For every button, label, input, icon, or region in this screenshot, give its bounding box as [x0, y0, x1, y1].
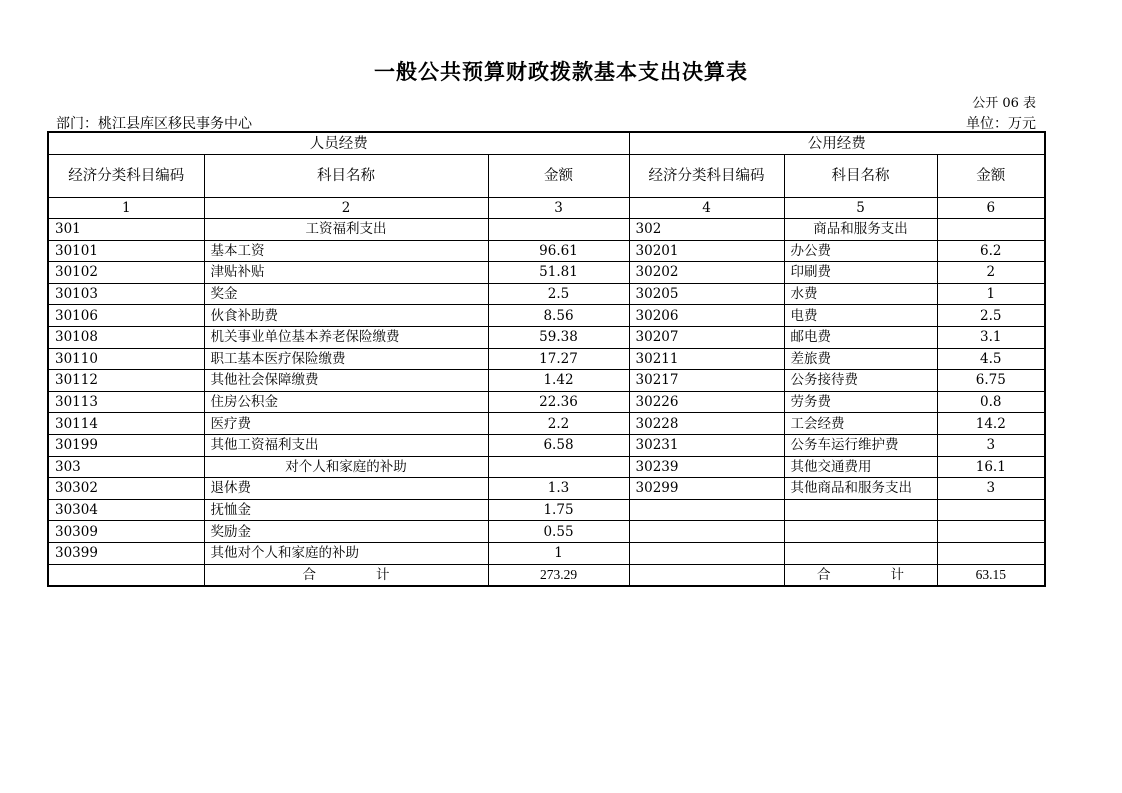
right-code-cell: 30217 — [629, 370, 784, 392]
right-amount-cell — [937, 542, 1045, 564]
left-amount-cell — [488, 456, 629, 478]
left-code-cell: 30114 — [48, 413, 204, 435]
table-row — [48, 391, 1045, 413]
col-index: 1 — [48, 198, 204, 219]
col-index: 5 — [784, 198, 937, 219]
table-row — [48, 240, 1045, 262]
right-amount-cell: 0.8 — [937, 391, 1045, 413]
right-code-cell — [629, 521, 784, 543]
col-index: 4 — [629, 198, 784, 219]
left-name-cell: 奖励金 — [204, 521, 488, 543]
left-name-cell: 伙食补助费 — [204, 305, 488, 327]
table-row — [48, 370, 1045, 392]
right-name-cell: 邮电费 — [784, 326, 937, 348]
table-row — [48, 348, 1045, 370]
left-code-cell: 30103 — [48, 283, 204, 305]
right-code-cell: 30228 — [629, 413, 784, 435]
right-code-cell — [629, 499, 784, 521]
group-personnel: 人员经费 — [48, 132, 629, 155]
department-label: 部门：桃江县库区移民事务中心 — [56, 116, 252, 132]
left-amount-cell: 8.56 — [488, 305, 629, 327]
left-code-cell: 30199 — [48, 434, 204, 456]
right-name-cell — [784, 542, 937, 564]
right-amount-cell: 14.2 — [937, 413, 1045, 435]
table-row — [48, 478, 1045, 500]
left-name-cell: 其他工资福利支出 — [204, 434, 488, 456]
column-header-row — [48, 155, 1045, 198]
right-amount-cell: 3 — [937, 478, 1045, 500]
column-index-row — [48, 198, 1045, 219]
right-code-cell: 30226 — [629, 391, 784, 413]
right-name-cell — [784, 521, 937, 543]
col-header-name-left: 科目名称 — [204, 155, 488, 198]
left-code-cell: 30108 — [48, 326, 204, 348]
table-row — [48, 456, 1045, 478]
right-name-cell: 电费 — [784, 305, 937, 327]
right-amount-cell — [937, 219, 1045, 241]
total-personnel: 273.29 — [488, 564, 629, 586]
left-code-cell: 301 — [48, 219, 204, 241]
left-amount-cell: 0.55 — [488, 521, 629, 543]
table-row — [48, 434, 1045, 456]
right-name-cell: 其他商品和服务支出 — [784, 478, 937, 500]
left-name-cell: 工资福利支出 — [204, 219, 488, 241]
group-public: 公用经费 — [629, 132, 1045, 155]
col-header-code-left: 经济分类科目编码 — [48, 155, 204, 198]
col-header-name-right: 科目名称 — [784, 155, 937, 198]
left-amount-cell: 2.2 — [488, 413, 629, 435]
right-amount-cell: 1 — [937, 283, 1045, 305]
right-code-cell: 30299 — [629, 478, 784, 500]
right-name-cell: 其他交通费用 — [784, 456, 937, 478]
left-name-cell: 基本工资 — [204, 240, 488, 262]
right-code-cell: 30207 — [629, 326, 784, 348]
right-name-cell: 公务接待费 — [784, 370, 937, 392]
left-name-cell: 职工基本医疗保险缴费 — [204, 348, 488, 370]
col-index: 3 — [488, 198, 629, 219]
left-amount-cell — [488, 219, 629, 241]
right-code-cell: 30202 — [629, 262, 784, 284]
total-label-he: 合 — [302, 566, 316, 583]
left-amount-cell: 1.42 — [488, 370, 629, 392]
col-index: 6 — [937, 198, 1045, 219]
right-amount-cell: 3.1 — [937, 326, 1045, 348]
right-amount-cell: 2 — [937, 262, 1045, 284]
right-code-cell — [629, 542, 784, 564]
table-row — [48, 521, 1045, 543]
right-name-cell: 水费 — [784, 283, 937, 305]
form-code: 公开 06 表 — [972, 96, 1036, 111]
right-name-cell: 公务车运行维护费 — [784, 434, 937, 456]
right-code-cell: 30239 — [629, 456, 784, 478]
table-row — [48, 283, 1045, 305]
right-code-cell: 30211 — [629, 348, 784, 370]
col-header-amount-right: 金额 — [937, 155, 1045, 198]
right-amount-cell: 6.75 — [937, 370, 1045, 392]
left-name-cell: 其他社会保障缴费 — [204, 370, 488, 392]
left-name-cell: 医疗费 — [204, 413, 488, 435]
total-label-ji: 计 — [376, 566, 390, 583]
total-label-he: 合 — [817, 566, 831, 583]
left-name-cell: 住房公积金 — [204, 391, 488, 413]
left-code-cell: 30113 — [48, 391, 204, 413]
right-amount-cell: 4.5 — [937, 348, 1045, 370]
right-name-cell: 印刷费 — [784, 262, 937, 284]
right-amount-cell: 16.1 — [937, 456, 1045, 478]
left-code-cell: 30101 — [48, 240, 204, 262]
left-code-cell: 30102 — [48, 262, 204, 284]
left-name-cell: 退休费 — [204, 478, 488, 500]
right-name-cell: 差旅费 — [784, 348, 937, 370]
left-amount-cell: 1.75 — [488, 499, 629, 521]
total-public: 63.15 — [937, 564, 1045, 586]
left-name-cell: 抚恤金 — [204, 499, 488, 521]
right-code-cell: 30231 — [629, 434, 784, 456]
left-name-cell: 其他对个人和家庭的补助 — [204, 542, 488, 564]
left-code-cell: 30309 — [48, 521, 204, 543]
right-code-cell: 30205 — [629, 283, 784, 305]
right-amount-cell: 2.5 — [937, 305, 1045, 327]
left-amount-cell: 1 — [488, 542, 629, 564]
right-code-cell: 30201 — [629, 240, 784, 262]
table-row — [48, 499, 1045, 521]
left-name-cell: 对个人和家庭的补助 — [204, 456, 488, 478]
total-label-left — [204, 564, 488, 586]
group-header-row — [48, 132, 1045, 155]
right-name-cell: 办公费 — [784, 240, 937, 262]
totals-row — [48, 564, 1045, 586]
right-name-cell — [784, 499, 937, 521]
left-amount-cell: 17.27 — [488, 348, 629, 370]
left-code-cell: 30302 — [48, 478, 204, 500]
left-code-cell: 30106 — [48, 305, 204, 327]
left-code-cell: 30110 — [48, 348, 204, 370]
left-amount-cell: 59.38 — [488, 326, 629, 348]
table-row — [48, 326, 1045, 348]
left-amount-cell: 96.61 — [488, 240, 629, 262]
left-code-cell: 30112 — [48, 370, 204, 392]
col-index: 2 — [204, 198, 488, 219]
table-row — [48, 305, 1045, 327]
table-row — [48, 413, 1045, 435]
left-name-cell: 机关事业单位基本养老保险缴费 — [204, 326, 488, 348]
expenditure-table — [47, 131, 1046, 587]
left-code-cell: 30399 — [48, 542, 204, 564]
left-name-cell: 奖金 — [204, 283, 488, 305]
unit-label: 单位：万元 — [966, 116, 1036, 132]
left-code-cell: 303 — [48, 456, 204, 478]
right-code-cell: 302 — [629, 219, 784, 241]
table-row — [48, 262, 1045, 284]
left-amount-cell: 22.36 — [488, 391, 629, 413]
total-label-ji: 计 — [890, 566, 905, 583]
page-title: 一般公共预算财政拨款基本支出决算表 — [374, 59, 748, 84]
left-name-cell: 津贴补贴 — [204, 262, 488, 284]
right-name-cell: 劳务费 — [784, 391, 937, 413]
right-amount-cell: 3 — [937, 434, 1045, 456]
left-code-cell: 30304 — [48, 499, 204, 521]
total-label-right — [784, 564, 937, 586]
right-code-cell: 30206 — [629, 305, 784, 327]
col-header-amount-left: 金额 — [488, 155, 629, 198]
empty-cell — [629, 564, 784, 586]
left-amount-cell: 1.3 — [488, 478, 629, 500]
table-row — [48, 219, 1045, 241]
right-amount-cell: 6.2 — [937, 240, 1045, 262]
left-amount-cell: 51.81 — [488, 262, 629, 284]
right-amount-cell — [937, 499, 1045, 521]
right-name-cell: 工会经费 — [784, 413, 937, 435]
left-amount-cell: 6.58 — [488, 434, 629, 456]
col-header-code-right: 经济分类科目编码 — [629, 155, 784, 198]
right-name-cell: 商品和服务支出 — [784, 219, 937, 241]
right-amount-cell — [937, 521, 1045, 543]
left-amount-cell: 2.5 — [488, 283, 629, 305]
table-row — [48, 542, 1045, 564]
empty-cell — [48, 564, 204, 586]
